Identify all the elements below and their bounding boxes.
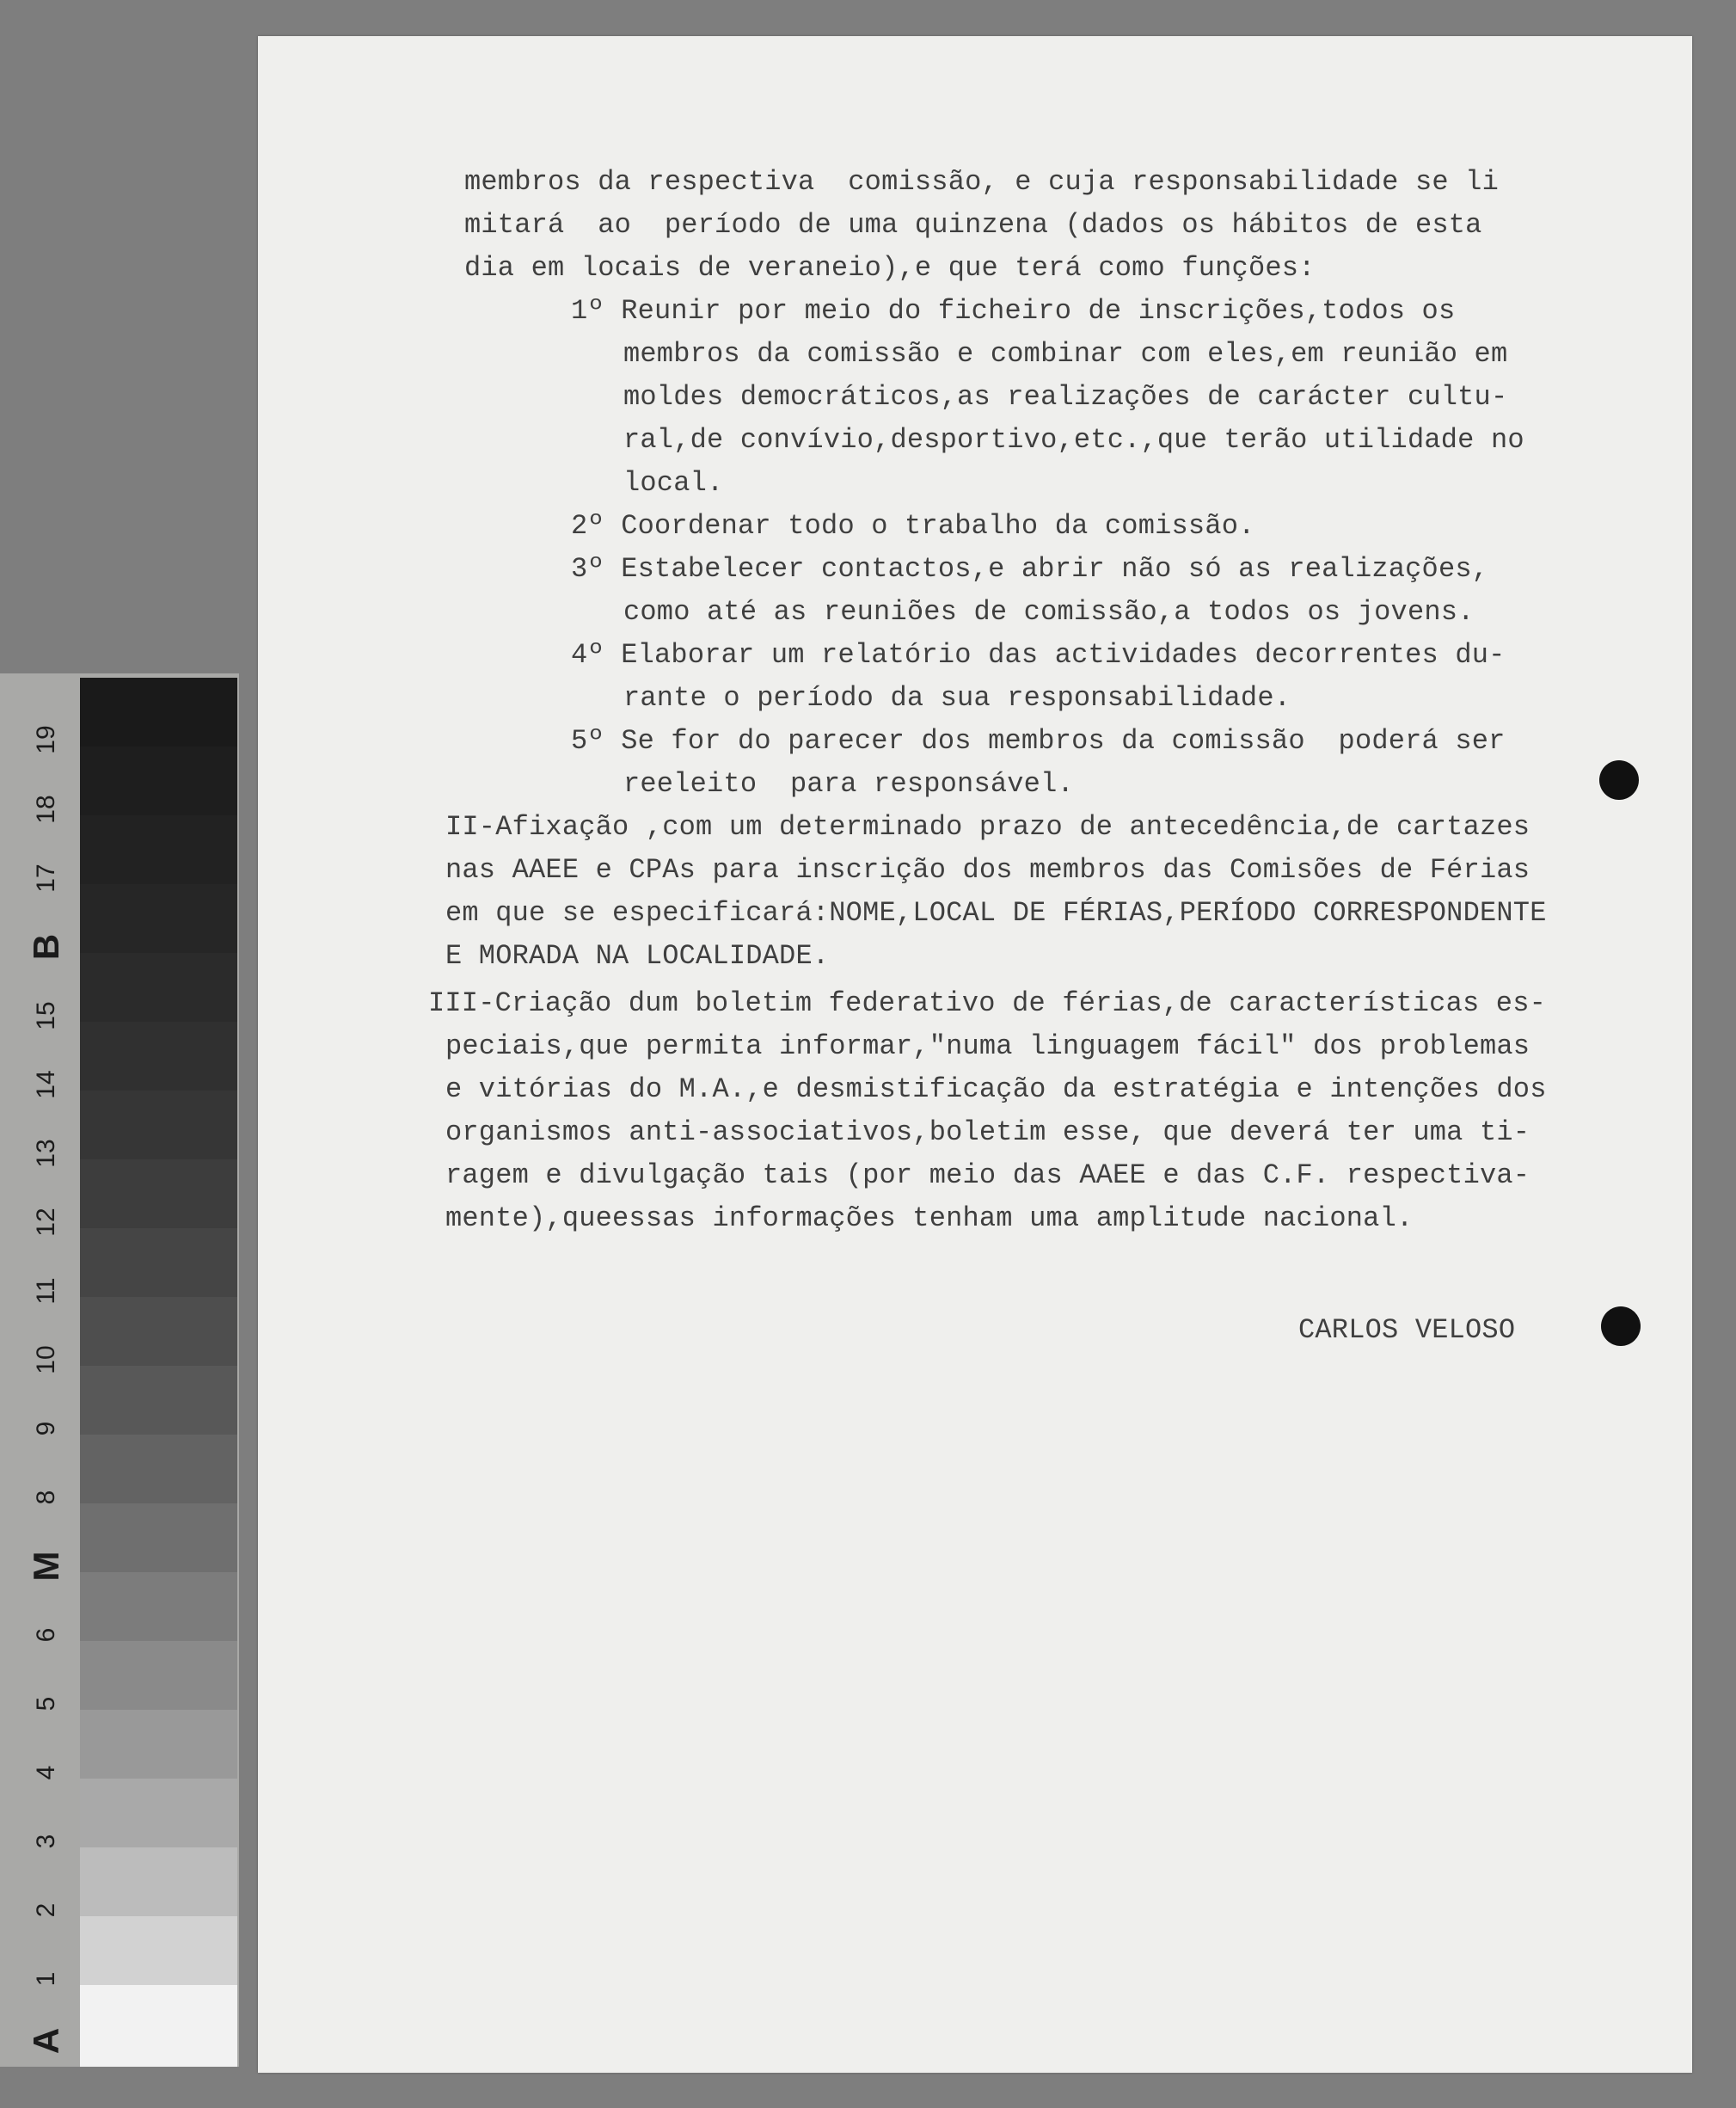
- scale-label: 8: [32, 1490, 60, 1505]
- text-line: membros da comissão e combinar com eles,em reunião em: [623, 338, 1508, 370]
- text-line: mente),queessas informações tenham uma amplitude nacional.: [445, 1202, 1414, 1234]
- scale-label: M: [26, 1551, 66, 1582]
- list-item-5: 5º Se for do parecer dos membros da comissão poderá ser: [571, 725, 1506, 757]
- text-line: organismos anti-associativos,boletim esse, que deverá ter uma ti-: [445, 1116, 1531, 1148]
- scale-label: 15: [32, 1001, 60, 1030]
- gray-swatch: [80, 1159, 237, 1228]
- gray-swatch: [80, 953, 237, 1022]
- section-ii-line: II-Afixação ,com um determinado prazo de antecedência,de cartazes: [445, 811, 1531, 843]
- list-item-3: 3º Estabelecer contactos,e abrir não só as realizações,: [571, 553, 1489, 585]
- scale-label: B: [26, 933, 66, 961]
- gray-swatch: [80, 1503, 237, 1572]
- gray-swatch: [80, 1779, 237, 1847]
- scale-label: 2: [32, 1902, 60, 1918]
- scale-label: 19: [32, 725, 60, 754]
- gray-swatch: [80, 1710, 237, 1779]
- gray-swatch: [80, 1022, 237, 1091]
- list-item-4: 4º Elaborar um relatório das actividades decorrentes du-: [571, 639, 1506, 671]
- scale-label: 3: [32, 1834, 60, 1849]
- text-line: e vitórias do M.A.,e desmistificação da estratégia e intenções dos: [445, 1073, 1547, 1105]
- text-line: ragem e divulgação tais (por meio das AAEE e das C.F. respectiva-: [445, 1159, 1531, 1191]
- section-iii-line: III-Criação dum boletim federativo de férias,de características es-: [428, 987, 1547, 1019]
- text-line: dia em locais de veraneio),e que terá como funções:: [464, 252, 1316, 284]
- gray-swatch: [80, 747, 237, 815]
- gray-swatch: [80, 1366, 237, 1435]
- text-line: mitará ao período de uma quinzena (dados os hábitos de esta: [464, 209, 1482, 241]
- calibration-labels: [0, 673, 77, 2067]
- list-item-1: 1º Reunir por meio do ficheiro de inscrições,todos os: [571, 295, 1456, 327]
- gray-swatch: [80, 884, 237, 953]
- punch-hole: [1599, 760, 1639, 800]
- scale-label: 14: [32, 1070, 60, 1099]
- text-line: em que se especificará:NOME,LOCAL DE FÉRIAS,PERÍODO CORRESPONDENTE: [445, 897, 1547, 929]
- text-line: moldes democráticos,as realizações de carácter cultu-: [623, 381, 1508, 413]
- gray-swatch: [80, 1435, 237, 1503]
- gray-swatch: [80, 1641, 237, 1710]
- scale-label: 11: [32, 1277, 60, 1305]
- text-line: local.: [623, 467, 724, 499]
- scale-label: 17: [32, 863, 60, 893]
- punch-hole: [1601, 1306, 1641, 1346]
- gray-swatch: [80, 678, 237, 747]
- text-line: reeleito para responsável.: [623, 768, 1074, 800]
- gray-swatch: [80, 1572, 237, 1641]
- list-item-2: 2º Coordenar todo o trabalho da comissão.: [571, 510, 1255, 542]
- gray-swatch: [80, 1297, 237, 1366]
- text-line: nas AAEE e CPAs para inscrição dos membros das Comisões de Férias: [445, 854, 1531, 886]
- text-line: membros da respectiva comissão, e cuja responsabilidade se li: [464, 166, 1499, 198]
- scale-label: 10: [32, 1345, 60, 1374]
- scale-label: 5: [32, 1696, 60, 1712]
- gray-swatch: [80, 815, 237, 884]
- scale-label: 9: [32, 1421, 60, 1436]
- gray-swatch: [80, 1091, 237, 1159]
- scale-label: 18: [32, 795, 60, 824]
- gray-swatch: [80, 1916, 237, 1985]
- scale-label: A: [26, 2027, 66, 2055]
- text-line: ral,de convívio,desportivo,etc.,que terão utilidade no: [623, 424, 1524, 456]
- gray-swatch: [80, 1847, 237, 1916]
- text-line: E MORADA NA LOCALIDADE.: [445, 940, 830, 972]
- signature-name: CARLOS VELOSO: [1298, 1314, 1516, 1346]
- calibration-strip: [0, 673, 239, 2067]
- text-line: peciais,que permita informar,"numa linguagem fácil" dos problemas: [445, 1030, 1531, 1062]
- text-line: rante o período da sua responsabilidade.: [623, 682, 1291, 714]
- scale-label: 6: [32, 1627, 60, 1643]
- scale-label: 13: [32, 1139, 60, 1168]
- gray-swatch: [80, 1228, 237, 1297]
- gray-swatch: [80, 1985, 237, 2067]
- scale-label: 4: [32, 1765, 60, 1780]
- scale-label: 12: [32, 1208, 60, 1237]
- text-line: como até as reuniões de comissão,a todos os jovens.: [623, 596, 1475, 628]
- document-page: [258, 36, 1692, 2073]
- scale-label: 1: [32, 1971, 60, 1987]
